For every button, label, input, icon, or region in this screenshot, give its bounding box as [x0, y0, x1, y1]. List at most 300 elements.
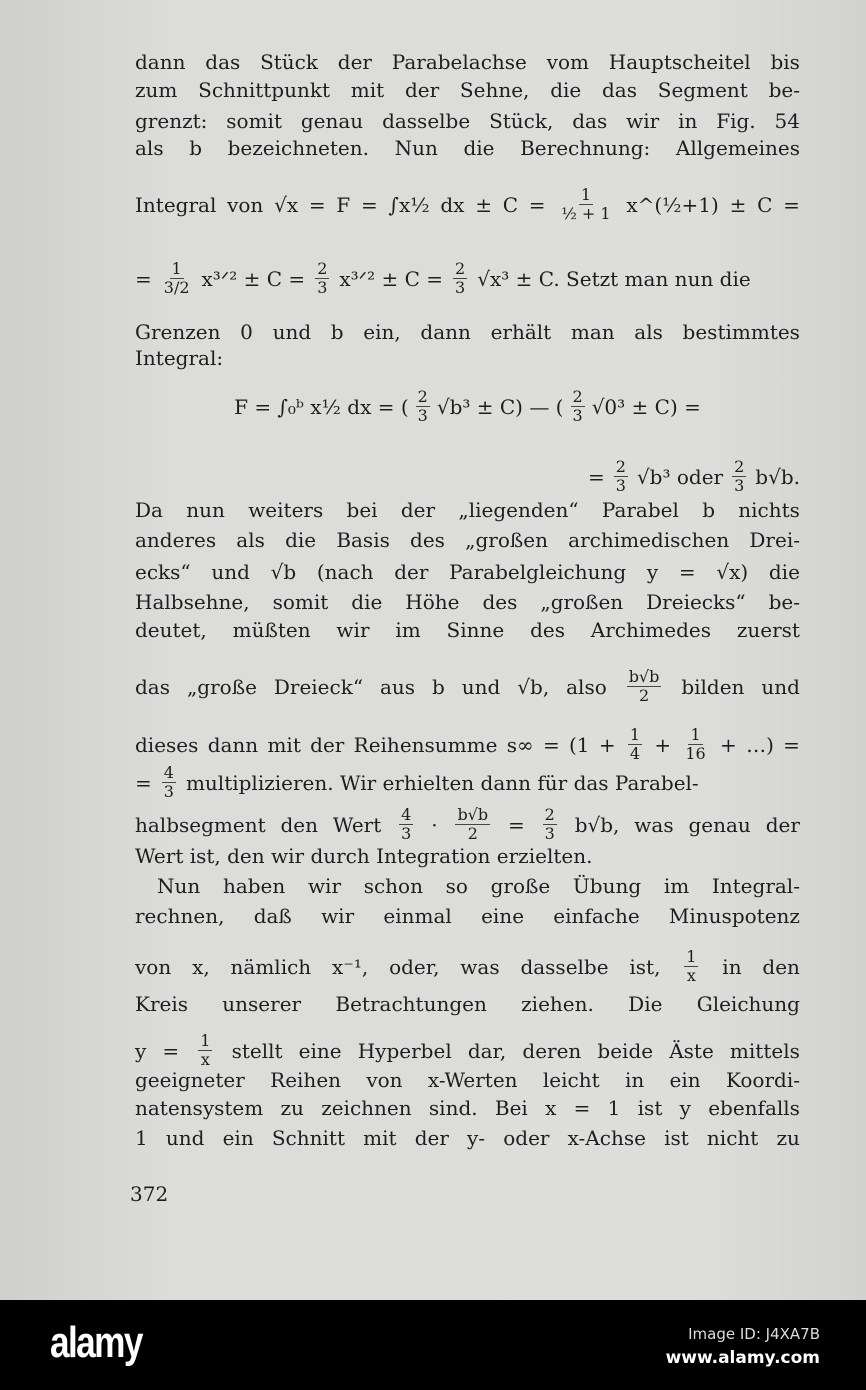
denominator: ½ + 1	[561, 204, 611, 223]
word: zu	[280, 1096, 304, 1120]
word: was	[460, 954, 500, 979]
text-line	[135, 320, 800, 344]
denominator: 3	[734, 476, 745, 495]
word: und	[761, 674, 800, 699]
denominator: 3	[417, 406, 428, 425]
word: Stück,	[489, 109, 554, 133]
word: x-Werten	[427, 1068, 518, 1092]
denominator: 3	[163, 782, 174, 801]
text-line	[135, 458, 800, 495]
word: =	[162, 1038, 180, 1063]
word: 1	[607, 1096, 621, 1120]
word: halbsegment	[135, 812, 266, 837]
text-run: =	[135, 770, 152, 795]
watermark-footer	[0, 1300, 866, 1390]
word: große	[490, 874, 551, 898]
text-line	[135, 1126, 800, 1150]
word: Gleichung	[696, 992, 800, 1016]
word: =	[783, 732, 800, 757]
word: x,	[192, 954, 210, 979]
word: dann	[207, 732, 259, 757]
text-run: x³ᐟ² ± C =	[201, 266, 306, 291]
word: des	[482, 590, 518, 614]
word: x⁻¹,	[332, 954, 369, 979]
text-line	[135, 186, 800, 223]
word: der	[337, 50, 372, 74]
text-line	[135, 560, 800, 584]
word: einmal	[383, 904, 452, 928]
site-url: www.alamy.com	[665, 1348, 820, 1368]
word: der	[394, 560, 429, 584]
word: ist	[637, 1096, 663, 1120]
text-line	[135, 726, 800, 763]
word: was	[634, 812, 674, 837]
word: deutet,	[135, 618, 207, 642]
word: wir	[307, 874, 342, 898]
fraction	[315, 260, 329, 297]
word: Allgemeines	[675, 136, 800, 160]
word: ·	[431, 812, 438, 837]
fraction	[162, 260, 192, 297]
text-line	[135, 346, 800, 370]
alamy-logo: alamy	[50, 1318, 142, 1367]
word: y	[135, 1038, 147, 1063]
word: und	[165, 1126, 205, 1150]
text-line	[135, 904, 800, 928]
word: Reihen	[270, 1068, 342, 1092]
word: bezeichneten.	[227, 136, 369, 160]
word: Minuspotenz	[668, 904, 800, 928]
fraction	[559, 186, 612, 223]
word: =	[542, 732, 560, 757]
word: also	[566, 674, 607, 699]
word: √x)	[716, 560, 749, 584]
text-line	[135, 992, 800, 1016]
word: ein,	[363, 320, 401, 344]
word: leicht	[542, 1068, 600, 1092]
numerator: 2	[544, 805, 555, 824]
word: dann	[420, 320, 471, 344]
fraction	[614, 458, 628, 495]
word: dieses	[135, 732, 199, 757]
image-id: Image ID: J4XA7B	[688, 1325, 820, 1343]
word: Integral-	[711, 874, 800, 898]
word: schon	[363, 874, 423, 898]
word: mit	[363, 1126, 397, 1150]
fraction	[684, 948, 698, 985]
word: als	[236, 528, 265, 552]
word: sind.	[428, 1096, 478, 1120]
word: von	[366, 1068, 403, 1092]
text-line	[135, 668, 800, 705]
word: x	[545, 1096, 557, 1120]
word: 0	[240, 320, 253, 344]
denominator: 3	[544, 824, 555, 843]
fraction	[453, 260, 467, 297]
word: b	[189, 136, 203, 160]
word: Kreis	[135, 992, 188, 1016]
word: dasselbe	[382, 109, 471, 133]
word: die	[463, 136, 495, 160]
word: Übung	[572, 874, 642, 898]
word: „großen	[465, 528, 548, 552]
word: Parabel	[601, 498, 679, 522]
text-line	[135, 590, 800, 614]
word: Halbsehne,	[135, 590, 250, 614]
word: C	[757, 192, 773, 217]
word: ist,	[629, 954, 661, 979]
denominator: 16	[685, 744, 706, 763]
word: wir	[321, 904, 355, 928]
word: die	[351, 590, 383, 614]
text-line	[135, 109, 800, 133]
word: =	[508, 812, 525, 837]
word: den	[280, 812, 319, 837]
word: von	[135, 954, 172, 979]
text-run: √0³ ± C) =	[591, 394, 701, 419]
denominator: 2	[467, 824, 478, 843]
text-line	[135, 260, 800, 297]
text-run: Integral:	[135, 346, 224, 370]
word: Hyperbel	[357, 1038, 452, 1063]
word: das	[602, 78, 637, 102]
word: √x	[274, 192, 299, 217]
numerator: 1	[580, 185, 592, 204]
text-line	[135, 498, 800, 522]
word: den	[762, 954, 800, 979]
word: Schnitt	[271, 1126, 345, 1150]
word: einfache	[553, 904, 640, 928]
word: b	[432, 674, 445, 699]
word: b	[330, 320, 344, 344]
word: als	[634, 320, 663, 344]
denominator: x	[200, 1050, 210, 1069]
word: ein	[669, 1068, 701, 1092]
word: grenzt:	[135, 109, 208, 133]
text-run: b√b.	[755, 464, 800, 489]
word: in	[624, 1068, 645, 1092]
word: Parabelachse	[391, 50, 527, 74]
word: bis	[770, 50, 800, 74]
word: Hauptscheitel	[608, 50, 751, 74]
word: im	[395, 618, 421, 642]
word: x-Achse	[567, 1126, 646, 1150]
word: nicht	[706, 1126, 759, 1150]
word: 54	[774, 109, 800, 133]
fraction	[628, 726, 642, 763]
numerator: 1	[686, 947, 697, 966]
word: Grenzen	[135, 320, 221, 344]
word: Da	[135, 498, 163, 522]
fraction	[198, 1032, 212, 1069]
word: und	[461, 674, 501, 699]
word: Die	[628, 992, 663, 1016]
text-run: Wert ist, den wir durch Integration erzielten.	[135, 844, 593, 868]
word: oder	[503, 1126, 550, 1150]
word: der	[310, 732, 345, 757]
word: =	[678, 560, 696, 584]
word: +	[598, 732, 616, 757]
word: und	[211, 560, 250, 584]
word: =	[361, 192, 378, 217]
word: F	[336, 192, 351, 217]
word: des	[530, 618, 565, 642]
denominator: 2	[638, 686, 650, 705]
word: +	[720, 732, 737, 757]
word: rechnen,	[135, 904, 225, 928]
word: Schnittpunkt	[198, 78, 331, 102]
word: des	[410, 528, 445, 552]
denominator: 3	[455, 278, 466, 297]
denominator: 3	[317, 278, 328, 297]
fraction	[543, 806, 557, 843]
word: =	[783, 192, 800, 217]
fraction	[683, 726, 707, 763]
word: bestimmtes	[682, 320, 800, 344]
word: die	[550, 78, 582, 102]
numerator: b√b	[628, 667, 660, 686]
word: die	[768, 560, 800, 584]
word: Basis	[336, 528, 390, 552]
word: …)	[746, 732, 774, 757]
word: haben	[222, 874, 286, 898]
word: ebenfalls	[708, 1096, 800, 1120]
denominator: 3/2	[163, 278, 190, 297]
word: anderes	[135, 528, 217, 552]
numerator: 4	[401, 805, 412, 824]
text-run: x³ᐟ² ± C =	[339, 266, 444, 291]
word: ecks“	[135, 560, 191, 584]
word: in	[722, 954, 742, 979]
numerator: 1	[200, 1031, 211, 1050]
word: mit	[267, 732, 301, 757]
text-line	[135, 528, 800, 552]
word: Integral	[135, 192, 217, 217]
text-run: √b³ oder	[636, 464, 724, 489]
fraction	[732, 458, 746, 495]
word: =	[308, 192, 326, 217]
word: wir	[626, 109, 660, 133]
word: ±	[475, 192, 492, 217]
word: b	[702, 498, 715, 522]
word: oder,	[389, 954, 440, 979]
text-line	[135, 764, 800, 801]
fraction	[455, 806, 490, 843]
word: zuerst	[736, 618, 800, 642]
word: Dreieck“	[273, 674, 364, 699]
word: x^(½+1)	[626, 192, 719, 217]
fraction	[627, 668, 662, 705]
word: wir	[336, 618, 370, 642]
word: mit	[350, 78, 385, 102]
word: deren	[522, 1038, 582, 1063]
denominator: x	[686, 966, 696, 985]
word: Höhe	[405, 590, 460, 614]
word: das	[205, 50, 241, 74]
word: Sehne,	[459, 78, 530, 102]
word: geeigneter	[135, 1068, 245, 1092]
word: ein	[222, 1126, 254, 1150]
word: eine	[481, 904, 525, 928]
word: be-	[768, 78, 800, 102]
word: Reihensumme	[353, 732, 498, 757]
word: y-	[467, 1126, 486, 1150]
word: Bei	[494, 1096, 528, 1120]
word: dar,	[467, 1038, 507, 1063]
word: 1	[135, 1126, 148, 1150]
word: der	[400, 498, 436, 522]
word: im	[663, 874, 690, 898]
word: vom	[546, 50, 589, 74]
fraction	[162, 764, 176, 801]
word: das	[572, 109, 608, 133]
word: (nach	[316, 560, 374, 584]
word: Fig.	[716, 109, 756, 133]
word: Koordi-	[725, 1068, 800, 1092]
text-run: √x³ ± C. Setzt man nun die	[477, 266, 751, 291]
fraction	[416, 388, 430, 425]
numerator: 1	[629, 725, 641, 744]
word: √b	[270, 560, 297, 584]
word: natensystem	[135, 1096, 264, 1120]
fraction	[399, 806, 413, 843]
word: „großen	[540, 590, 624, 614]
word: dann	[135, 50, 186, 74]
word: stellt	[231, 1038, 283, 1063]
word: Betrachtungen	[335, 992, 487, 1016]
text-line	[135, 844, 800, 868]
word: so	[445, 874, 468, 898]
word: √b,	[517, 674, 550, 699]
word: b√b,	[574, 812, 620, 837]
word: daß	[253, 904, 292, 928]
word: somit	[226, 109, 282, 133]
word: be-	[768, 590, 800, 614]
denominator: 3	[401, 824, 412, 843]
word: nun	[186, 498, 225, 522]
numerator: 4	[163, 763, 174, 782]
word: der	[414, 1126, 449, 1150]
denominator: 3	[572, 406, 583, 425]
word: +	[654, 732, 672, 757]
word: unserer	[222, 992, 302, 1016]
word: ist	[664, 1126, 689, 1150]
text-line	[135, 1032, 800, 1069]
word: C	[502, 192, 519, 217]
text-run: F = ∫₀ᵇ x½ dx = (	[234, 394, 409, 419]
text-run: =	[587, 464, 605, 489]
word: der	[765, 812, 800, 837]
word: Äste	[669, 1038, 714, 1063]
word: aus	[380, 674, 416, 699]
word: Drei-	[749, 528, 800, 552]
numerator: 2	[317, 259, 328, 278]
text-run: √b³ ± C) — (	[436, 394, 564, 419]
word: Segment	[657, 78, 748, 102]
denominator: 3	[615, 476, 626, 495]
word: bilden	[681, 674, 745, 699]
word: beide	[597, 1038, 654, 1063]
word: in	[678, 109, 698, 133]
numerator: 1	[690, 725, 701, 744]
word: Wert	[332, 812, 382, 837]
word: Archimedes	[590, 618, 711, 642]
word: genau	[300, 109, 364, 133]
text-line	[135, 136, 800, 160]
word: genau	[688, 812, 751, 837]
word: zu	[776, 1126, 800, 1150]
text-line	[135, 50, 800, 74]
word: weiters	[248, 498, 324, 522]
numerator: 2	[455, 259, 466, 278]
word: ±	[729, 192, 747, 217]
word: die	[285, 528, 317, 552]
text-line	[135, 388, 800, 425]
word: zum	[135, 78, 178, 102]
word: Nun	[157, 874, 201, 898]
word: nämlich	[230, 954, 312, 979]
page-number: 372	[130, 1182, 169, 1206]
numerator: b√b	[457, 805, 489, 824]
word: mittels	[729, 1038, 800, 1063]
text-line	[135, 874, 800, 898]
word: somit	[272, 590, 329, 614]
word: archimedischen	[568, 528, 730, 552]
word: müßten	[232, 618, 311, 642]
word: und	[272, 320, 312, 344]
word: (1	[569, 732, 590, 757]
word: y	[679, 1096, 691, 1120]
text-run: multiplizieren. Wir erhielten dann für das Parabel-	[185, 770, 699, 795]
word: s∞	[506, 732, 534, 757]
word: y	[646, 560, 659, 584]
word: dx	[440, 192, 465, 217]
word: =	[573, 1096, 591, 1120]
word: dasselbe	[520, 954, 609, 979]
word: der	[404, 78, 440, 102]
word: „große	[186, 674, 257, 699]
word: eine	[298, 1038, 342, 1063]
text-line	[135, 618, 800, 642]
word: Berechnung:	[520, 136, 651, 160]
word: das	[135, 674, 170, 699]
word: Parabelgleichung	[449, 560, 627, 584]
denominator: 4	[629, 744, 641, 763]
word: erhält	[490, 320, 552, 344]
text-line	[135, 948, 800, 985]
numerator: 1	[171, 259, 182, 278]
numerator: 2	[615, 457, 626, 476]
word: von	[227, 192, 264, 217]
word: nichts	[738, 498, 800, 522]
text-line	[135, 1068, 800, 1092]
word: bei	[346, 498, 378, 522]
word: zeichnen	[321, 1096, 412, 1120]
word: ziehen.	[521, 992, 594, 1016]
word: Sinne	[446, 618, 505, 642]
text-line	[135, 1096, 800, 1120]
word: ∫x½	[388, 192, 430, 217]
word: Nun	[394, 136, 438, 160]
word: =	[528, 192, 546, 217]
word: „liegenden“	[458, 498, 579, 522]
numerator: 2	[417, 387, 428, 406]
word: Dreiecks“	[646, 590, 746, 614]
text-line	[135, 806, 800, 843]
fraction	[571, 388, 585, 425]
word: man	[570, 320, 615, 344]
word: als	[135, 136, 164, 160]
